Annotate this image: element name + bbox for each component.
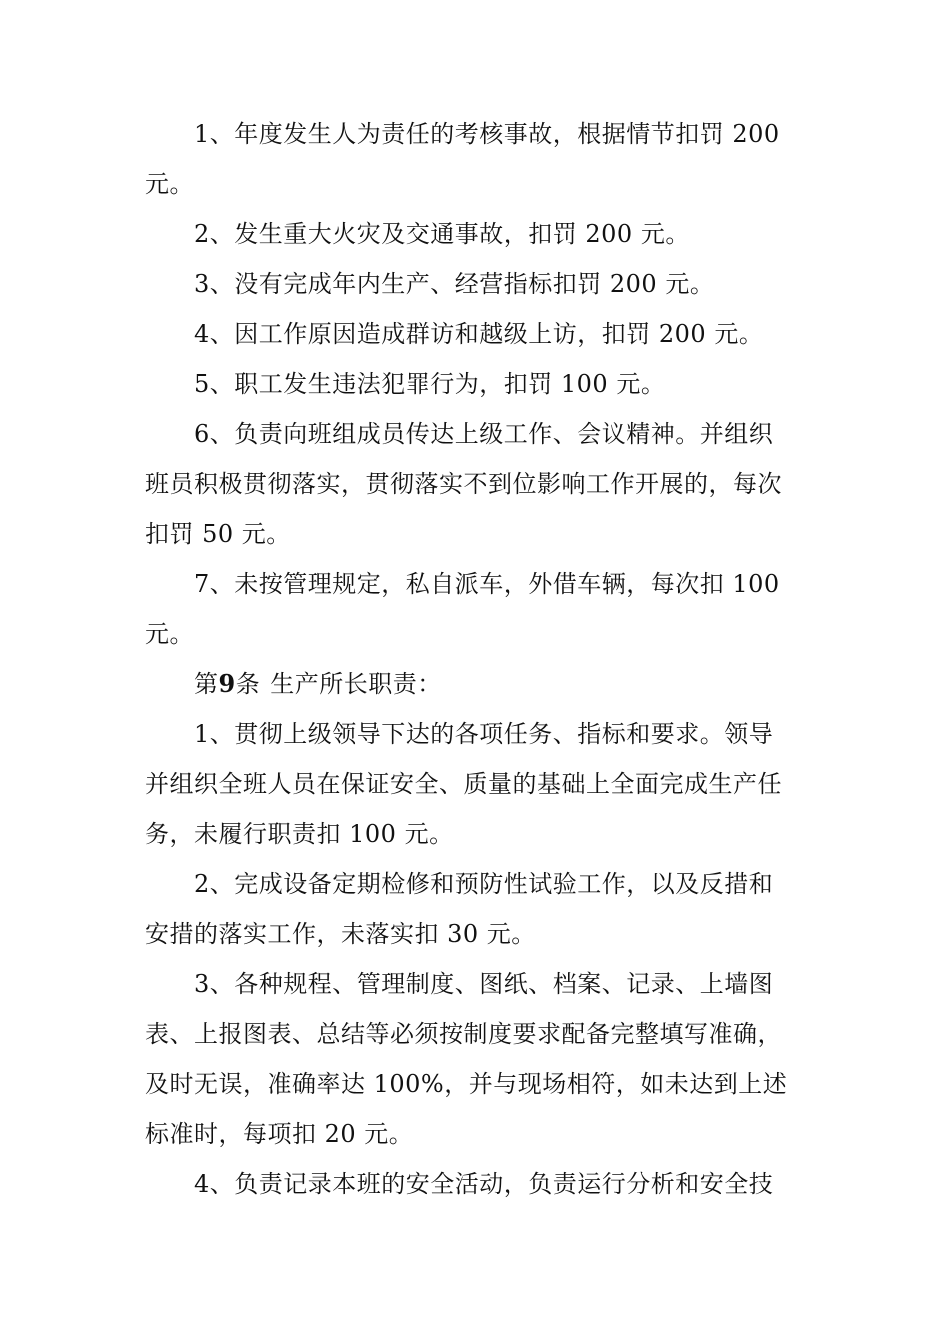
paragraph-3-line-1: 3、没有完成年内生产、经营指标扣罚 200 元。 bbox=[194, 270, 715, 298]
paragraph-2-line-1: 2、发生重大火灾及交通事故，扣罚 200 元。 bbox=[194, 220, 690, 248]
duty-1-line-2: 并组织全班人员在保证安全、质量的基础上全面完成生产任 bbox=[145, 770, 782, 798]
duty-2-line-2: 安措的落实工作，未落实扣 30 元。 bbox=[145, 920, 536, 948]
duty-3-line-4: 标准时，每项扣 20 元。 bbox=[145, 1120, 414, 1148]
section-prefix: 第 bbox=[194, 670, 219, 698]
section-number: 9 bbox=[218, 669, 236, 698]
paragraph-7-line-1: 7、未按管理规定，私自派车，外借车辆，每次扣 100 bbox=[194, 570, 780, 598]
section-suffix: 条 bbox=[235, 670, 261, 698]
paragraph-6-line-2: 班员积极贯彻落实，贯彻落实不到位影响工作开展的，每次 bbox=[145, 470, 782, 498]
paragraph-6-line-3: 扣罚 50 元。 bbox=[145, 520, 291, 548]
duty-1-line-1: 1、贯彻上级领导下达的各项任务、指标和要求。领导 bbox=[194, 720, 774, 748]
section-title: 生产所长职责： bbox=[270, 670, 442, 698]
duty-3-line-3: 及时无误，准确率达 100%，并与现场相符，如未达到上述 bbox=[145, 1070, 788, 1098]
paragraph-1-line-1: 1、年度发生人为责任的考核事故，根据情节扣罚 200 bbox=[194, 120, 780, 148]
paragraph-6-line-1: 6、负责向班组成员传达上级工作、会议精神。并组织 bbox=[194, 420, 774, 448]
paragraph-4-line-1: 4、因工作原因造成群访和越级上访，扣罚 200 元。 bbox=[194, 320, 764, 348]
paragraph-5-line-1: 5、职工发生违法犯罪行为，扣罚 100 元。 bbox=[194, 370, 666, 398]
section-heading bbox=[0, 668, 950, 700]
duty-1-line-3: 务，未履行职责扣 100 元。 bbox=[145, 820, 454, 848]
paragraph-1-line-2: 元。 bbox=[145, 170, 194, 198]
paragraph-7-line-2: 元。 bbox=[145, 620, 194, 648]
duty-4-line-1: 4、负责记录本班的安全活动，负责运行分析和安全技 bbox=[194, 1170, 774, 1198]
duty-2-line-1: 2、完成设备定期检修和预防性试验工作，以及反措和 bbox=[194, 870, 774, 898]
duty-3-line-1: 3、各种规程、管理制度、图纸、档案、记录、上墙图 bbox=[194, 970, 774, 998]
duty-3-line-2: 表、上报图表、总结等必须按制度要求配备完整填写准确， bbox=[145, 1020, 782, 1048]
